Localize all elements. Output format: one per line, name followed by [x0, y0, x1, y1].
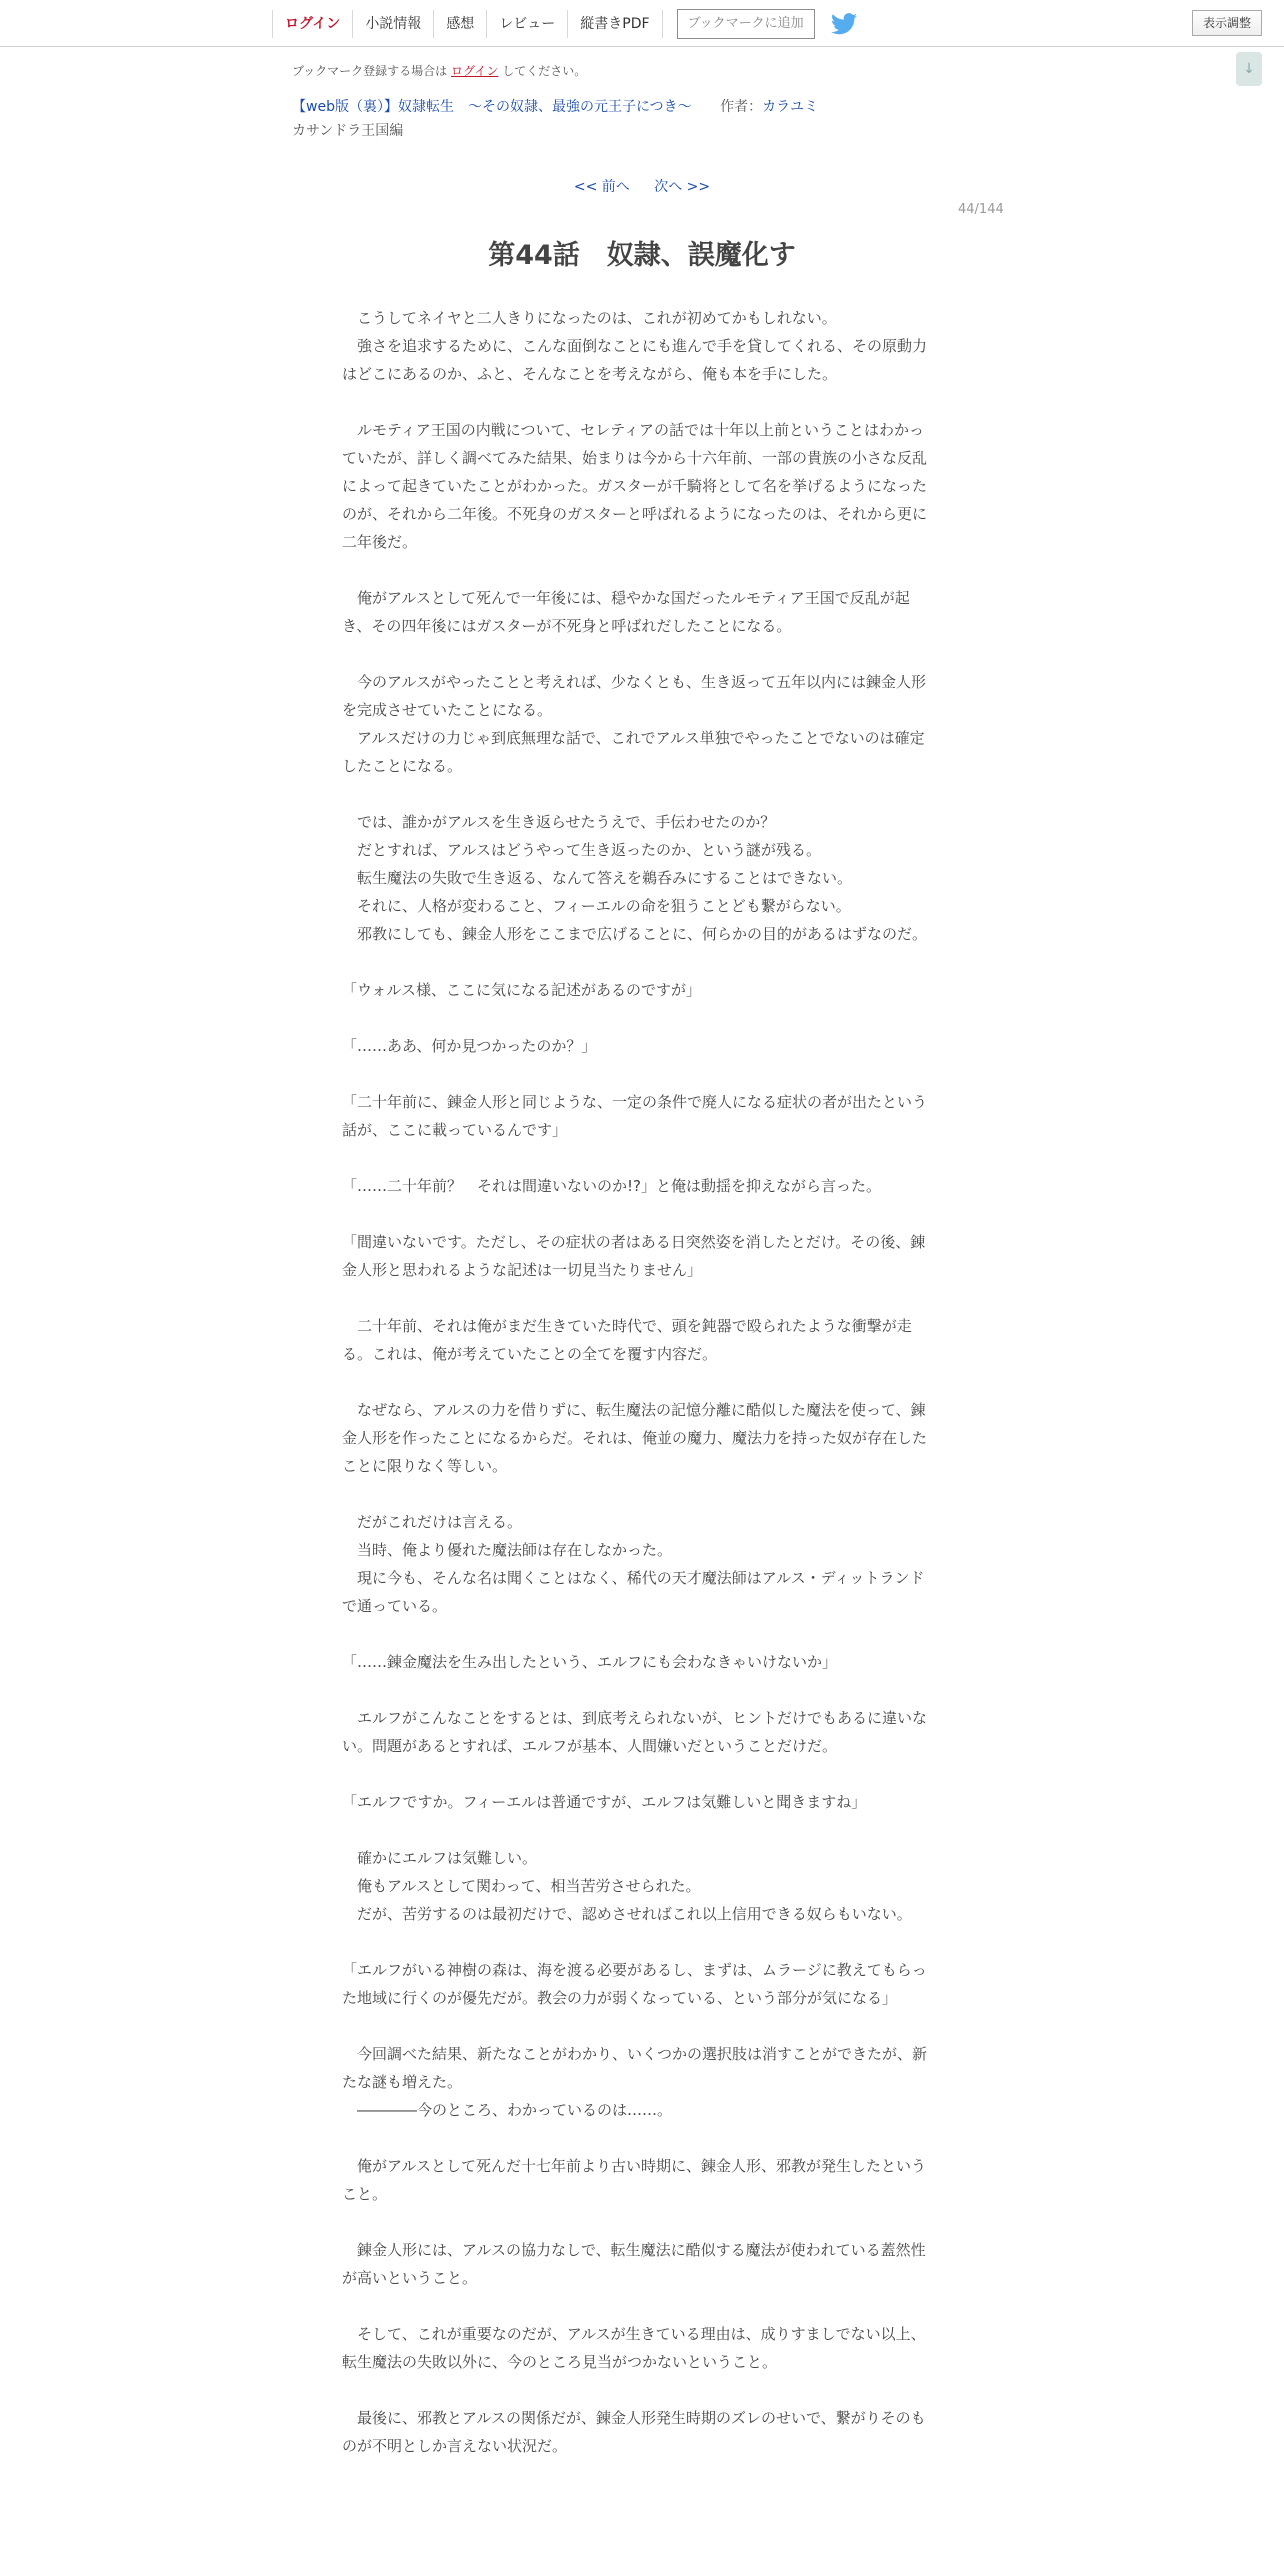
- blank-line: [342, 2208, 938, 2236]
- blank-line: [342, 2376, 938, 2404]
- blank-line: [342, 1200, 938, 1228]
- novel-paragraph: 「……二十年前？ それは間違いないのか!?」と俺は動揺を抑えながら言った。: [342, 1177, 881, 1195]
- display-settings-button[interactable]: 表示調整: [1192, 10, 1262, 36]
- blank-line: [342, 1004, 938, 1032]
- novel-paragraph: 俺がアルスとして死んで一年後には、穏やかな国だったルモティア王国で反乱が起き、その四年後にはガスターが不死身と呼ばれだしたことになる。: [342, 589, 910, 635]
- blank-line: [342, 1760, 938, 1788]
- blank-line: [342, 1060, 938, 1088]
- novel-paragraph: 確かにエルフは気難しい。: [342, 1849, 538, 1867]
- author-link[interactable]: カラユミ: [762, 99, 819, 115]
- novel-paragraph: だが、苦労するのは最初だけで、認めさせればこれ以上信用できる奴らもいない。: [342, 1905, 912, 1923]
- novel-paragraph: 「ウォルス様、ここに気になる記述があるのですが」: [342, 981, 701, 999]
- novel-paragraph: 俺がアルスとして死んだ十七年前より古い時期に、錬金人形、邪教が発生したということ。: [342, 2157, 926, 2203]
- chapter-name: カサンドラ王国編: [292, 123, 404, 139]
- blank-line: [342, 2292, 938, 2320]
- novel-paragraph: 転生魔法の失敗で生き返る、なんて答えを鵜呑みにすることはできない。: [342, 869, 853, 887]
- novel-paragraph: 「エルフですか。フィーエルは普通ですが、エルフは気難しいと聞きますね」: [342, 1793, 867, 1811]
- pager: [0, 176, 1284, 196]
- novel-paragraph: エルフがこんなことをするとは、到底考えられないが、ヒントだけでもあるに違いない。問題があるとすれば、エルフが基本、人間嫌いだということだけだ。: [342, 1709, 928, 1755]
- novel-paragraph: 強さを追求するために、こんな面倒なことにも進んで手を貸してくれる、その原動力はどこにあるのか、ふと、そんなことを考えながら、俺も本を手にした。: [342, 337, 928, 383]
- series-title-link[interactable]: 【web版（裏）】奴隷転生 ～その奴隷、最強の元王子につき～: [292, 99, 692, 115]
- novel-paragraph: 「エルフがいる神樹の森は、海を渡る必要があるし、まずは、ムラージに教えてもらった地域に行くのが優先だが。教会の力が弱くなっている、という部分が気になる」: [342, 1961, 927, 2007]
- login-link[interactable]: ログイン: [272, 10, 352, 38]
- novel-paragraph: だとすれば、アルスはどうやって生き返ったのか、という謎が残る。: [342, 841, 821, 859]
- twitter-icon[interactable]: [831, 13, 857, 35]
- blank-line: [342, 780, 938, 808]
- novel-body: [342, 304, 938, 2460]
- novel-paragraph: 錬金人形には、アルスの協力なしで、転生魔法に酷似する魔法が使われている蓋然性が高いということ。: [342, 2241, 926, 2287]
- blank-line: [342, 1620, 938, 1648]
- episode-title: 第44話 奴隷、誤魔化す: [488, 240, 796, 271]
- blank-line: [342, 2012, 938, 2040]
- novel-paragraph: では、誰かがアルスを生き返らせたうえで、手伝わせたのか？: [342, 813, 776, 831]
- blank-line: [342, 1928, 938, 1956]
- page-count: 44/144: [958, 202, 1004, 217]
- blank-line: [342, 388, 938, 416]
- blank-line: [342, 1144, 938, 1172]
- novel-paragraph: 当時、俺より優れた魔法師は存在しなかった。: [342, 1541, 673, 1559]
- novel-paragraph: そして、これが重要なのだが、アルスが生きている理由は、成りすましでない以上、転生魔法の失敗以外に、今のところ見当がつかないということ。: [342, 2325, 926, 2371]
- next-page-link[interactable]: 次へ >>: [654, 179, 711, 195]
- series-info: [292, 96, 818, 116]
- novel-paragraph: 「間違いないです。ただし、その症状の者はある日突然姿を消したとだけ。その後、錬金人形と思われるような記述は一切見当たりません」: [342, 1233, 926, 1279]
- novel-paragraph: ルモティア王国の内戦について、セレティアの話では十年以上前ということはわかっていたが、詳しく調べてみた結果、始まりは今から十六年前、一部の貴族の小さな反乱によって起きていたことがわかった。ガスターが千騎将として名を挙げるようになったのが、それから二年後。不死身のガスターと呼ばれるようになったのは、それから更に二年後だ。: [342, 421, 928, 551]
- blank-line: [342, 2124, 938, 2152]
- novel-paragraph: ――――今のところ、わかっているのは……。: [342, 2101, 673, 2119]
- novel-paragraph: 今のアルスがやったことと考えれば、少なくとも、生き返って五年以内には錬金人形を完成させていたことになる。: [342, 673, 926, 719]
- novel-paragraph: それに、人格が変わること、フィーエルの命を狙うことども繋がらない。: [342, 897, 851, 915]
- blank-line: [342, 556, 938, 584]
- blank-line: [342, 640, 938, 668]
- scroll-down-button[interactable]: ↓: [1236, 52, 1262, 86]
- novel-paragraph: 二十年前、それは俺がまだ生きていた時代で、頭を鈍器で殴られたような衝撃が走る。これは、俺が考えていたことの全てを覆す内容だ。: [342, 1317, 912, 1363]
- blank-line: [342, 1284, 938, 1312]
- nav-menu: [272, 8, 857, 40]
- author-label: 作者：: [720, 99, 763, 115]
- novel-paragraph: 現に今も、そんな名は聞くことはなく、稀代の天才魔法師はアルス・ディットランドで通っている。: [342, 1569, 925, 1615]
- novel-paragraph: アルスだけの力じゃ到底無理な話で、これでアルス単独でやったことでないのは確定したことになる。: [342, 729, 925, 775]
- novel-paragraph: 邪教にしても、錬金人形をここまで広げることに、何らかの目的があるはずなのだ。: [342, 925, 928, 943]
- blank-line: [342, 1480, 938, 1508]
- blank-line: [342, 948, 938, 976]
- prev-page-link[interactable]: << 前へ: [573, 179, 630, 195]
- novel-paragraph: 俺もアルスとして関わって、相当苦労させられた。: [342, 1877, 701, 1895]
- add-bookmark-button[interactable]: ブックマークに追加: [677, 9, 815, 39]
- blank-line: [342, 1676, 938, 1704]
- novel-paragraph: だがこれだけは言える。: [342, 1513, 523, 1531]
- vertical-pdf-link[interactable]: 縦書きPDF: [567, 10, 662, 38]
- impressions-link[interactable]: 感想: [433, 10, 486, 38]
- novel-info-link[interactable]: 小説情報: [352, 10, 433, 38]
- novel-paragraph: 最後に、邪教とアルスの関係だが、錬金人形発生時期のズレのせいで、繋がりそのものが不明としか言えない状況だ。: [342, 2409, 926, 2455]
- novel-paragraph: 「……ああ、何か見つかったのか？」: [342, 1037, 597, 1055]
- top-navigation-bar: [0, 0, 1284, 47]
- novel-paragraph: 「……錬金魔法を生み出したという、エルフにも会わなきゃいけないか」: [342, 1653, 838, 1671]
- blank-line: [342, 1368, 938, 1396]
- notice-login-link[interactable]: ログイン: [451, 64, 499, 78]
- novel-paragraph: 「二十年前に、錬金人形と同じような、一定の条件で廃人になる症状の者が出たという話が、ここに載っているんです」: [342, 1093, 928, 1139]
- novel-paragraph: 今回調べた結果、新たなことがわかり、いくつかの選択肢は消すことができたが、新たな謎も増えた。: [342, 2045, 928, 2091]
- notice-suffix: してください。: [502, 64, 587, 78]
- review-link[interactable]: レビュー: [486, 10, 567, 38]
- notice-prefix: ブックマーク登録する場合は: [292, 64, 448, 78]
- bookmark-login-notice: [292, 62, 586, 79]
- novel-paragraph: こうしてネイヤと二人きりになったのは、これが初めてかもしれない。: [342, 309, 837, 327]
- blank-line: [342, 1816, 938, 1844]
- novel-paragraph: なぜなら、アルスの力を借りずに、転生魔法の記憶分離に酷似した魔法を使って、錬金人形を作ったことになるからだ。それは、俺並の魔力、魔法力を持った奴が存在したことに限りなく等しい。: [342, 1401, 928, 1475]
